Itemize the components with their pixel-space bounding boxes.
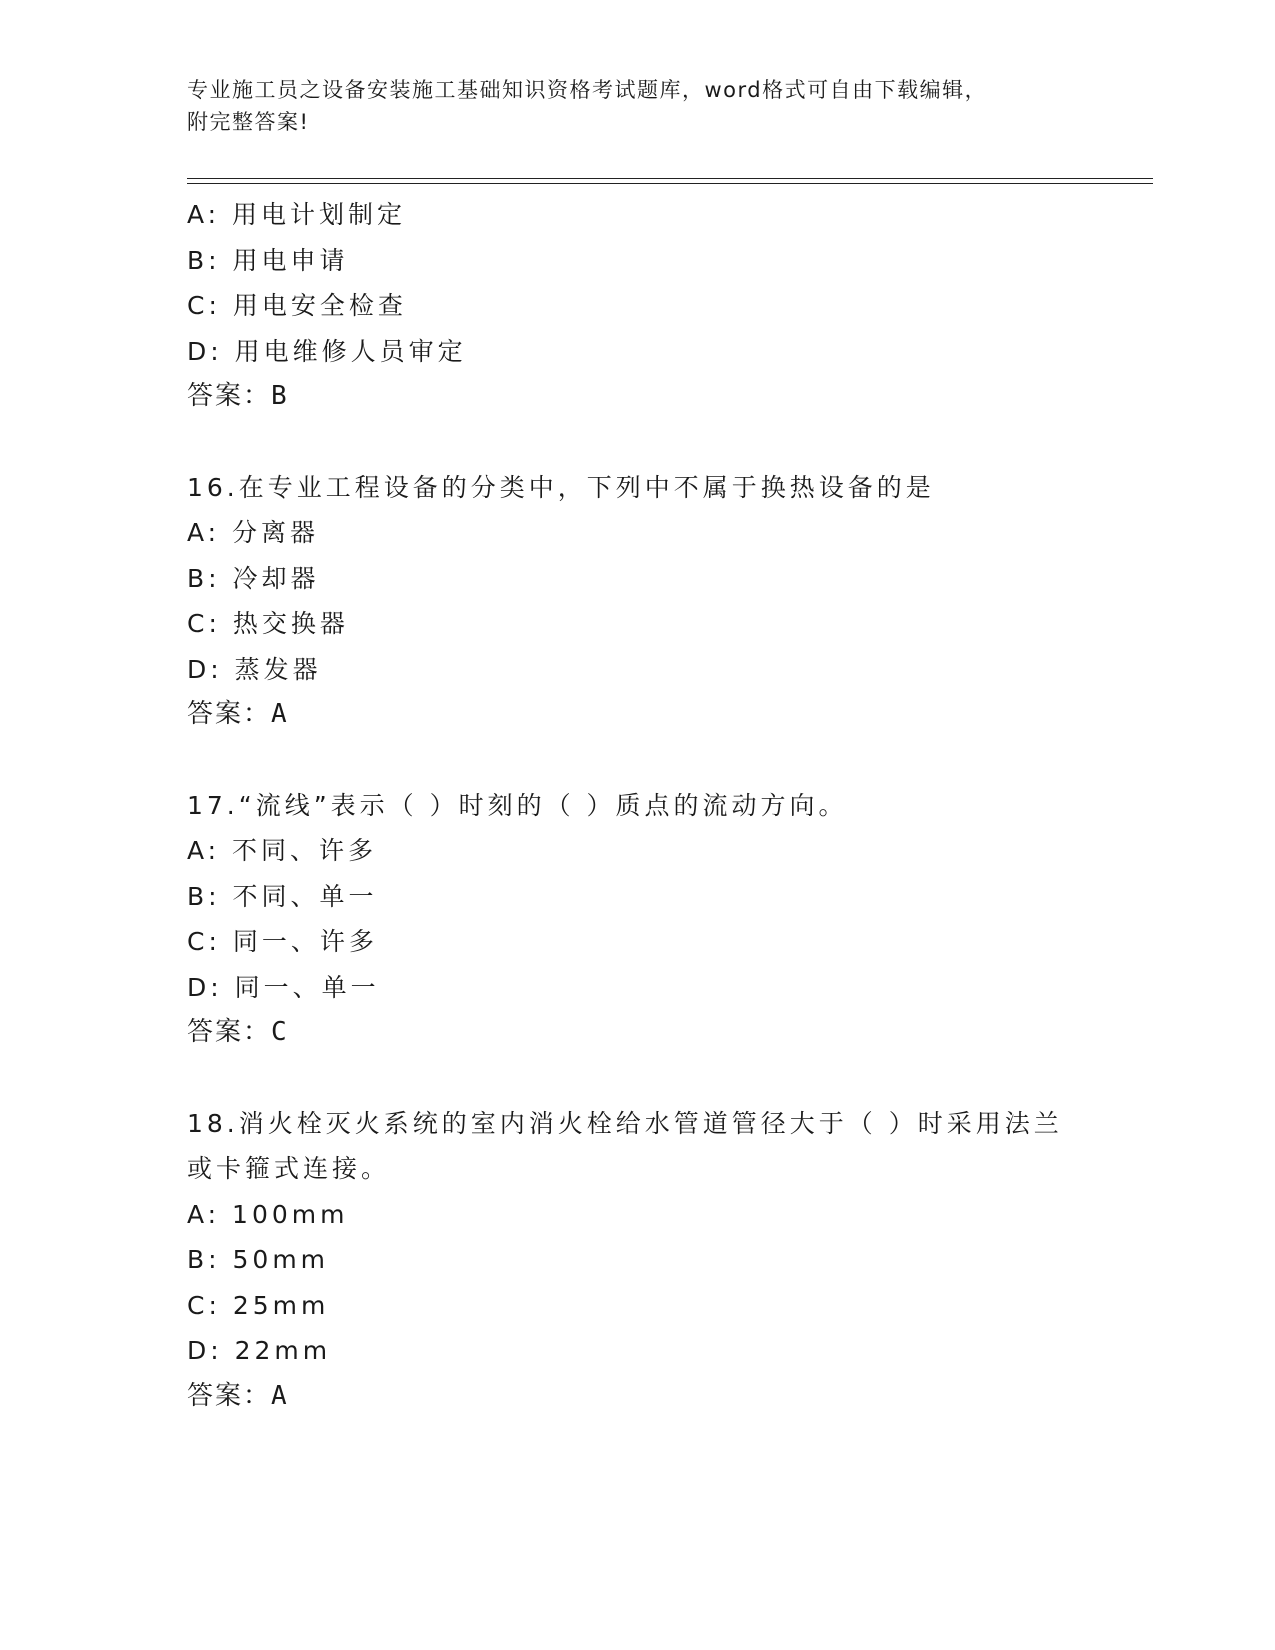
answer-label: 答案：	[187, 381, 272, 411]
option-c: C: 25mm	[187, 1290, 330, 1320]
document-header	[187, 74, 1067, 138]
option-b: B: 冷却器	[187, 563, 320, 593]
answer-label: 答案：	[187, 1017, 272, 1047]
option-c: C: 热交换器	[187, 609, 349, 638]
question-15	[187, 192, 1067, 420]
option-d: D: 同一、单一	[187, 972, 380, 1002]
answer-value: C	[271, 1017, 289, 1047]
question-text-line-2: 或卡箍式连接。	[187, 1154, 391, 1183]
answer-value: A	[271, 1380, 289, 1411]
option-b: B: 不同、单一	[187, 881, 378, 911]
answer-label: 答案：	[187, 699, 272, 729]
option-a: A: 分离器	[187, 518, 320, 547]
answer-value: B	[271, 381, 289, 411]
header-title-line-2: 附完整答案!	[187, 110, 310, 134]
option-b: B: 50mm	[187, 1245, 330, 1274]
answer-line	[187, 374, 1067, 420]
header-divider-top	[187, 178, 1153, 179]
header-title-line-1: 专业施工员之设备安装施工基础知识资格考试题库，word格式可自由下载编辑，	[187, 78, 988, 102]
header-divider-bottom	[187, 183, 1153, 184]
question-16	[187, 465, 1067, 738]
question-text: 17.“流线”表示（ ）时刻的（ ）质点的流动方向。	[187, 790, 848, 820]
question-18	[187, 1101, 1067, 1420]
question-17	[187, 783, 1067, 1056]
option-a: A: 不同、许多	[187, 836, 378, 865]
answer-line	[187, 692, 1067, 738]
option-c: C: 同一、许多	[187, 927, 378, 956]
answer-line	[187, 1010, 1067, 1056]
option-d: D: 22mm	[187, 1336, 332, 1365]
question-text: 16.在专业工程设备的分类中，下列中不属于换热设备的是	[187, 472, 935, 502]
answer-line	[187, 1374, 1067, 1420]
answer-label: 答案：	[187, 1380, 272, 1411]
answer-value: A	[271, 699, 289, 729]
option-d: D: 用电维修人员审定	[187, 336, 467, 366]
option-a: A: 100mm	[187, 1199, 349, 1229]
question-text-line-1: 18.消火栓灭火系统的室内消火栓给水管道管径大于（ ）时采用法兰	[187, 1108, 1063, 1138]
option-d: D: 蒸发器	[187, 654, 322, 684]
option-c: C: 用电安全检查	[187, 291, 407, 320]
question-list	[187, 192, 1067, 1419]
option-b: B: 用电申请	[187, 245, 349, 275]
option-a: A: 用电计划制定	[187, 200, 407, 229]
